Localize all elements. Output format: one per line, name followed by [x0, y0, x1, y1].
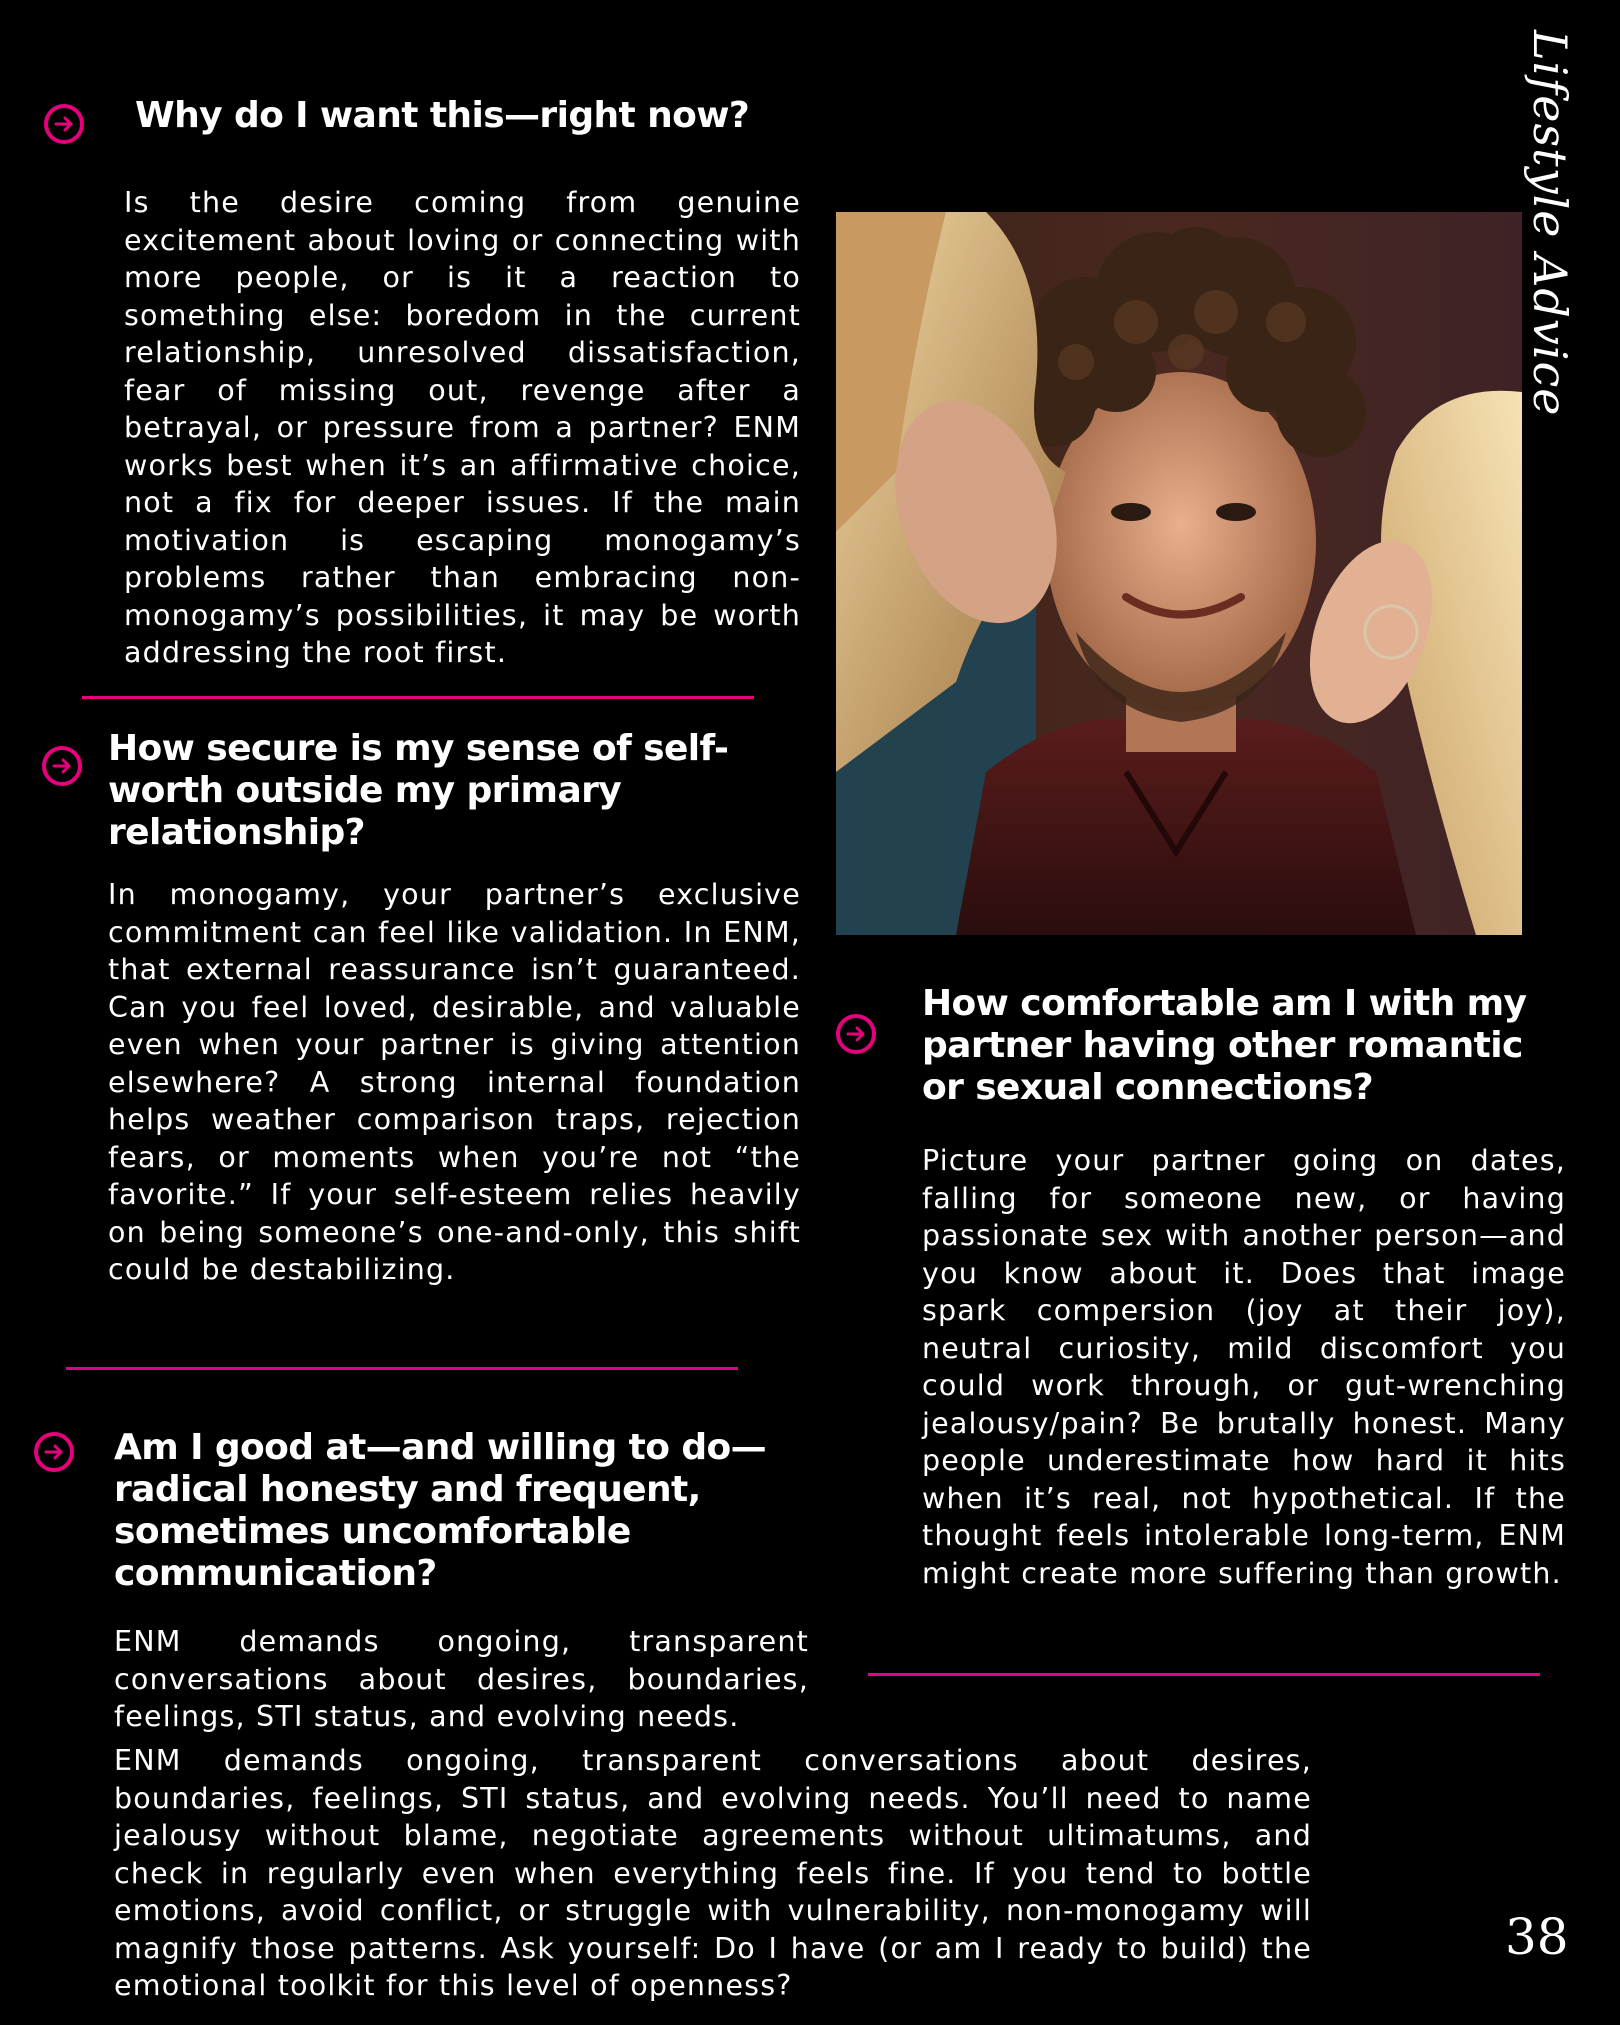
page-number: 38: [1505, 1908, 1569, 1966]
sidebar-label: [1520, 30, 1580, 417]
arrow-right-circle-icon: [44, 104, 84, 144]
section-heading-why-now: Why do I want this—right now?: [135, 95, 750, 136]
section-body-communication: ENM demands ongoing, transparent conversations about desires, boundaries, feelings, STI status, and evolving needs. You’ll need to name jealousy without blame, negotiate agreements without ultimatums, and check in regularly even when everything feels fine. If you tend to bottle emotions, avoid conflict, or struggle with vulnerability, non-monogamy will magnify those patterns. Ask yourself: Do I have (or am I ready to build) the emotional toolkit for this level of openness?: [114, 1744, 1312, 2002]
section-heading-self-worth: How secure is my sense of self-worth outside my primary relationship?: [108, 728, 729, 853]
arrow-right-circle-icon: [42, 746, 82, 786]
section-divider: [82, 696, 754, 699]
section-body-why-now: Is the desire coming from genuine excitement about loving or connecting with more people, or is it a reaction to something else: boredom in the current relationship, unresolved dissatisfaction, fear of missing out, revenge after a betrayal, or pressure from a partner? ENM works best when it’s an affirmative choice, not a fix for deeper issues. If the main motivation is escaping monogamy’s problems rather than embracing non-monogamy’s possibilities, it may be worth addressing the root first.: [124, 186, 801, 669]
section-heading-partner-comfort: How comfortable am I with my partner having other romantic or sexual connections?: [922, 983, 1527, 1108]
sidebar-label-text: Lifestyle Advice: [1523, 30, 1577, 417]
section-heading-communication: Am I good at—and willing to do—radical honesty and frequent, sometimes uncomfortable communication?: [114, 1427, 767, 1594]
section-divider: [868, 1673, 1540, 1676]
photo-man-kissed-by-two-women: [836, 212, 1522, 935]
section-body-partner-comfort: Picture your partner going on dates, falling for someone new, or having passionate sex with another person—and you know about it. Does that image spark compersion (joy at their joy), neutral curiosity, mild discomfort you could work through, or gut-wrenching jealousy/pain? Be brutally honest. Many people underestimate how hard it hits when it’s real, not hypothetical. If the thought feels intolerable long-term, ENM might create more suffering than growth.: [922, 1144, 1566, 1590]
section-divider: [66, 1367, 738, 1370]
section-body-communication-intro: ENM demands ongoing, transparent conversations about desires, boundaries, feelings, STI status, and evolving needs.: [114, 1625, 809, 1733]
arrow-right-circle-icon: [34, 1432, 74, 1472]
section-body-self-worth: In monogamy, your partner’s exclusive commitment can feel like validation. In ENM, that external reassurance isn’t guaranteed. Can you feel loved, desirable, and valuable even when your partner is giving attention elsewhere? A strong internal foundation helps weather comparison traps, rejection fears, or moments when you’re not “the favorite.” If your self-esteem relies heavily on being someone’s one-and-only, this shift could be destabilizing.: [108, 878, 801, 1286]
arrow-right-circle-icon: [836, 1014, 876, 1054]
